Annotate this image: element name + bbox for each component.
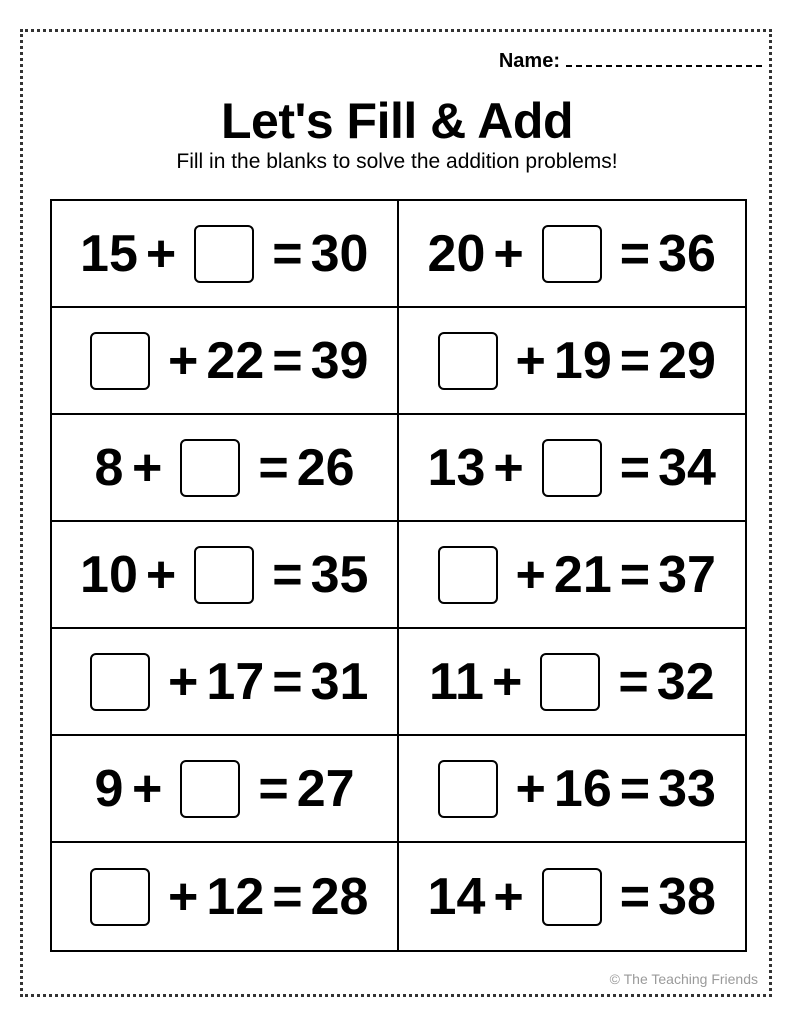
answer-blank-box[interactable] <box>540 653 600 711</box>
addend-first: 14 <box>427 867 486 926</box>
plus-sign: + <box>515 331 546 390</box>
addend-first: 8 <box>94 438 124 497</box>
sum-value: 28 <box>310 867 369 926</box>
addition-equation <box>429 653 715 711</box>
problem-cell <box>52 308 399 415</box>
plus-sign: + <box>493 867 524 926</box>
answer-blank-box[interactable] <box>90 868 150 926</box>
problem-cell <box>399 415 746 522</box>
sum-value: 37 <box>658 545 716 604</box>
equals-sign: = <box>272 652 303 711</box>
addition-equation <box>80 653 368 711</box>
addition-equation <box>80 332 368 390</box>
answer-blank-box[interactable] <box>542 868 602 926</box>
equals-sign: = <box>272 331 303 390</box>
problem-cell <box>399 201 746 308</box>
addition-equation <box>94 439 355 497</box>
answer-blank-box[interactable] <box>542 225 602 283</box>
sum-value: 29 <box>658 331 716 390</box>
addend-first: 15 <box>80 224 138 283</box>
equals-sign: = <box>619 331 651 390</box>
answer-blank-box[interactable] <box>438 760 498 818</box>
sum-value: 32 <box>656 652 715 711</box>
plus-sign: + <box>168 867 199 926</box>
addend-second: 22 <box>206 331 265 390</box>
addend-first: 13 <box>427 438 486 497</box>
sum-value: 30 <box>310 224 369 283</box>
addition-equation <box>428 868 716 926</box>
sum-value: 35 <box>310 545 369 604</box>
addition-equation <box>428 439 716 497</box>
addend-first: 20 <box>427 224 486 283</box>
sum-value: 33 <box>658 759 716 818</box>
answer-blank-box[interactable] <box>194 225 254 283</box>
addend-first: 11 <box>428 652 484 711</box>
sum-value: 27 <box>296 759 355 818</box>
equals-sign: = <box>258 759 289 818</box>
addition-equation <box>428 546 716 604</box>
addition-equation <box>428 760 716 818</box>
name-label: Name: <box>498 50 560 72</box>
name-field[interactable] <box>499 50 762 73</box>
problem-cell <box>399 843 746 950</box>
equals-sign: = <box>619 867 651 926</box>
name-blank-line[interactable] <box>566 51 762 67</box>
plus-sign: + <box>491 652 523 711</box>
sum-value: 38 <box>658 867 716 926</box>
problem-cell <box>399 308 746 415</box>
addition-equation <box>80 546 368 604</box>
problem-grid <box>50 199 747 952</box>
problem-cell <box>399 522 746 629</box>
plus-sign: + <box>145 545 177 604</box>
problem-cell <box>52 201 399 308</box>
plus-sign: + <box>145 224 177 283</box>
plus-sign: + <box>131 438 163 497</box>
sum-value: 34 <box>658 438 716 497</box>
problem-cell <box>52 843 399 950</box>
plus-sign: + <box>515 759 546 818</box>
addend-first: 10 <box>80 545 138 604</box>
answer-blank-box[interactable] <box>194 546 254 604</box>
answer-blank-box[interactable] <box>180 760 240 818</box>
problem-cell <box>399 629 746 736</box>
equals-sign: = <box>619 224 651 283</box>
answer-blank-box[interactable] <box>90 653 150 711</box>
equals-sign: = <box>619 545 651 604</box>
problem-cell <box>399 736 746 843</box>
problem-cell <box>52 629 399 736</box>
problem-cell <box>52 415 399 522</box>
answer-blank-box[interactable] <box>542 439 602 497</box>
sum-value: 39 <box>310 331 369 390</box>
plus-sign: + <box>493 438 524 497</box>
addend-second: 16 <box>553 759 612 818</box>
plus-sign: + <box>168 331 199 390</box>
equals-sign: = <box>272 545 303 604</box>
answer-blank-box[interactable] <box>90 332 150 390</box>
answer-blank-box[interactable] <box>180 439 240 497</box>
addend-first: 9 <box>94 759 124 818</box>
worksheet-instructions: Fill in the blanks to solve the addition problems! <box>176 150 618 173</box>
sum-value: 31 <box>310 652 369 711</box>
copyright-text: © The Teaching Friends <box>609 971 758 987</box>
equals-sign: = <box>272 224 303 283</box>
plus-sign: + <box>168 652 199 711</box>
problem-cell <box>52 522 399 629</box>
equals-sign: = <box>272 867 303 926</box>
sum-value: 36 <box>658 224 716 283</box>
worksheet-title: Let's Fill & Add <box>220 93 574 149</box>
problem-cell <box>52 736 399 843</box>
plus-sign: + <box>493 224 524 283</box>
addend-second: 12 <box>206 867 265 926</box>
addition-equation <box>80 868 368 926</box>
addend-second: 19 <box>553 331 612 390</box>
equals-sign: = <box>619 759 651 818</box>
equals-sign: = <box>258 438 289 497</box>
addition-equation <box>428 332 716 390</box>
addition-equation <box>94 760 355 818</box>
sum-value: 26 <box>296 438 355 497</box>
addend-second: 17 <box>206 652 265 711</box>
addition-equation <box>80 225 368 283</box>
plus-sign: + <box>515 545 546 604</box>
answer-blank-box[interactable] <box>438 332 498 390</box>
equals-sign: = <box>619 438 651 497</box>
answer-blank-box[interactable] <box>438 546 498 604</box>
plus-sign: + <box>131 759 163 818</box>
equals-sign: = <box>618 652 649 711</box>
addend-second: 21 <box>553 545 612 604</box>
addition-equation <box>428 225 716 283</box>
